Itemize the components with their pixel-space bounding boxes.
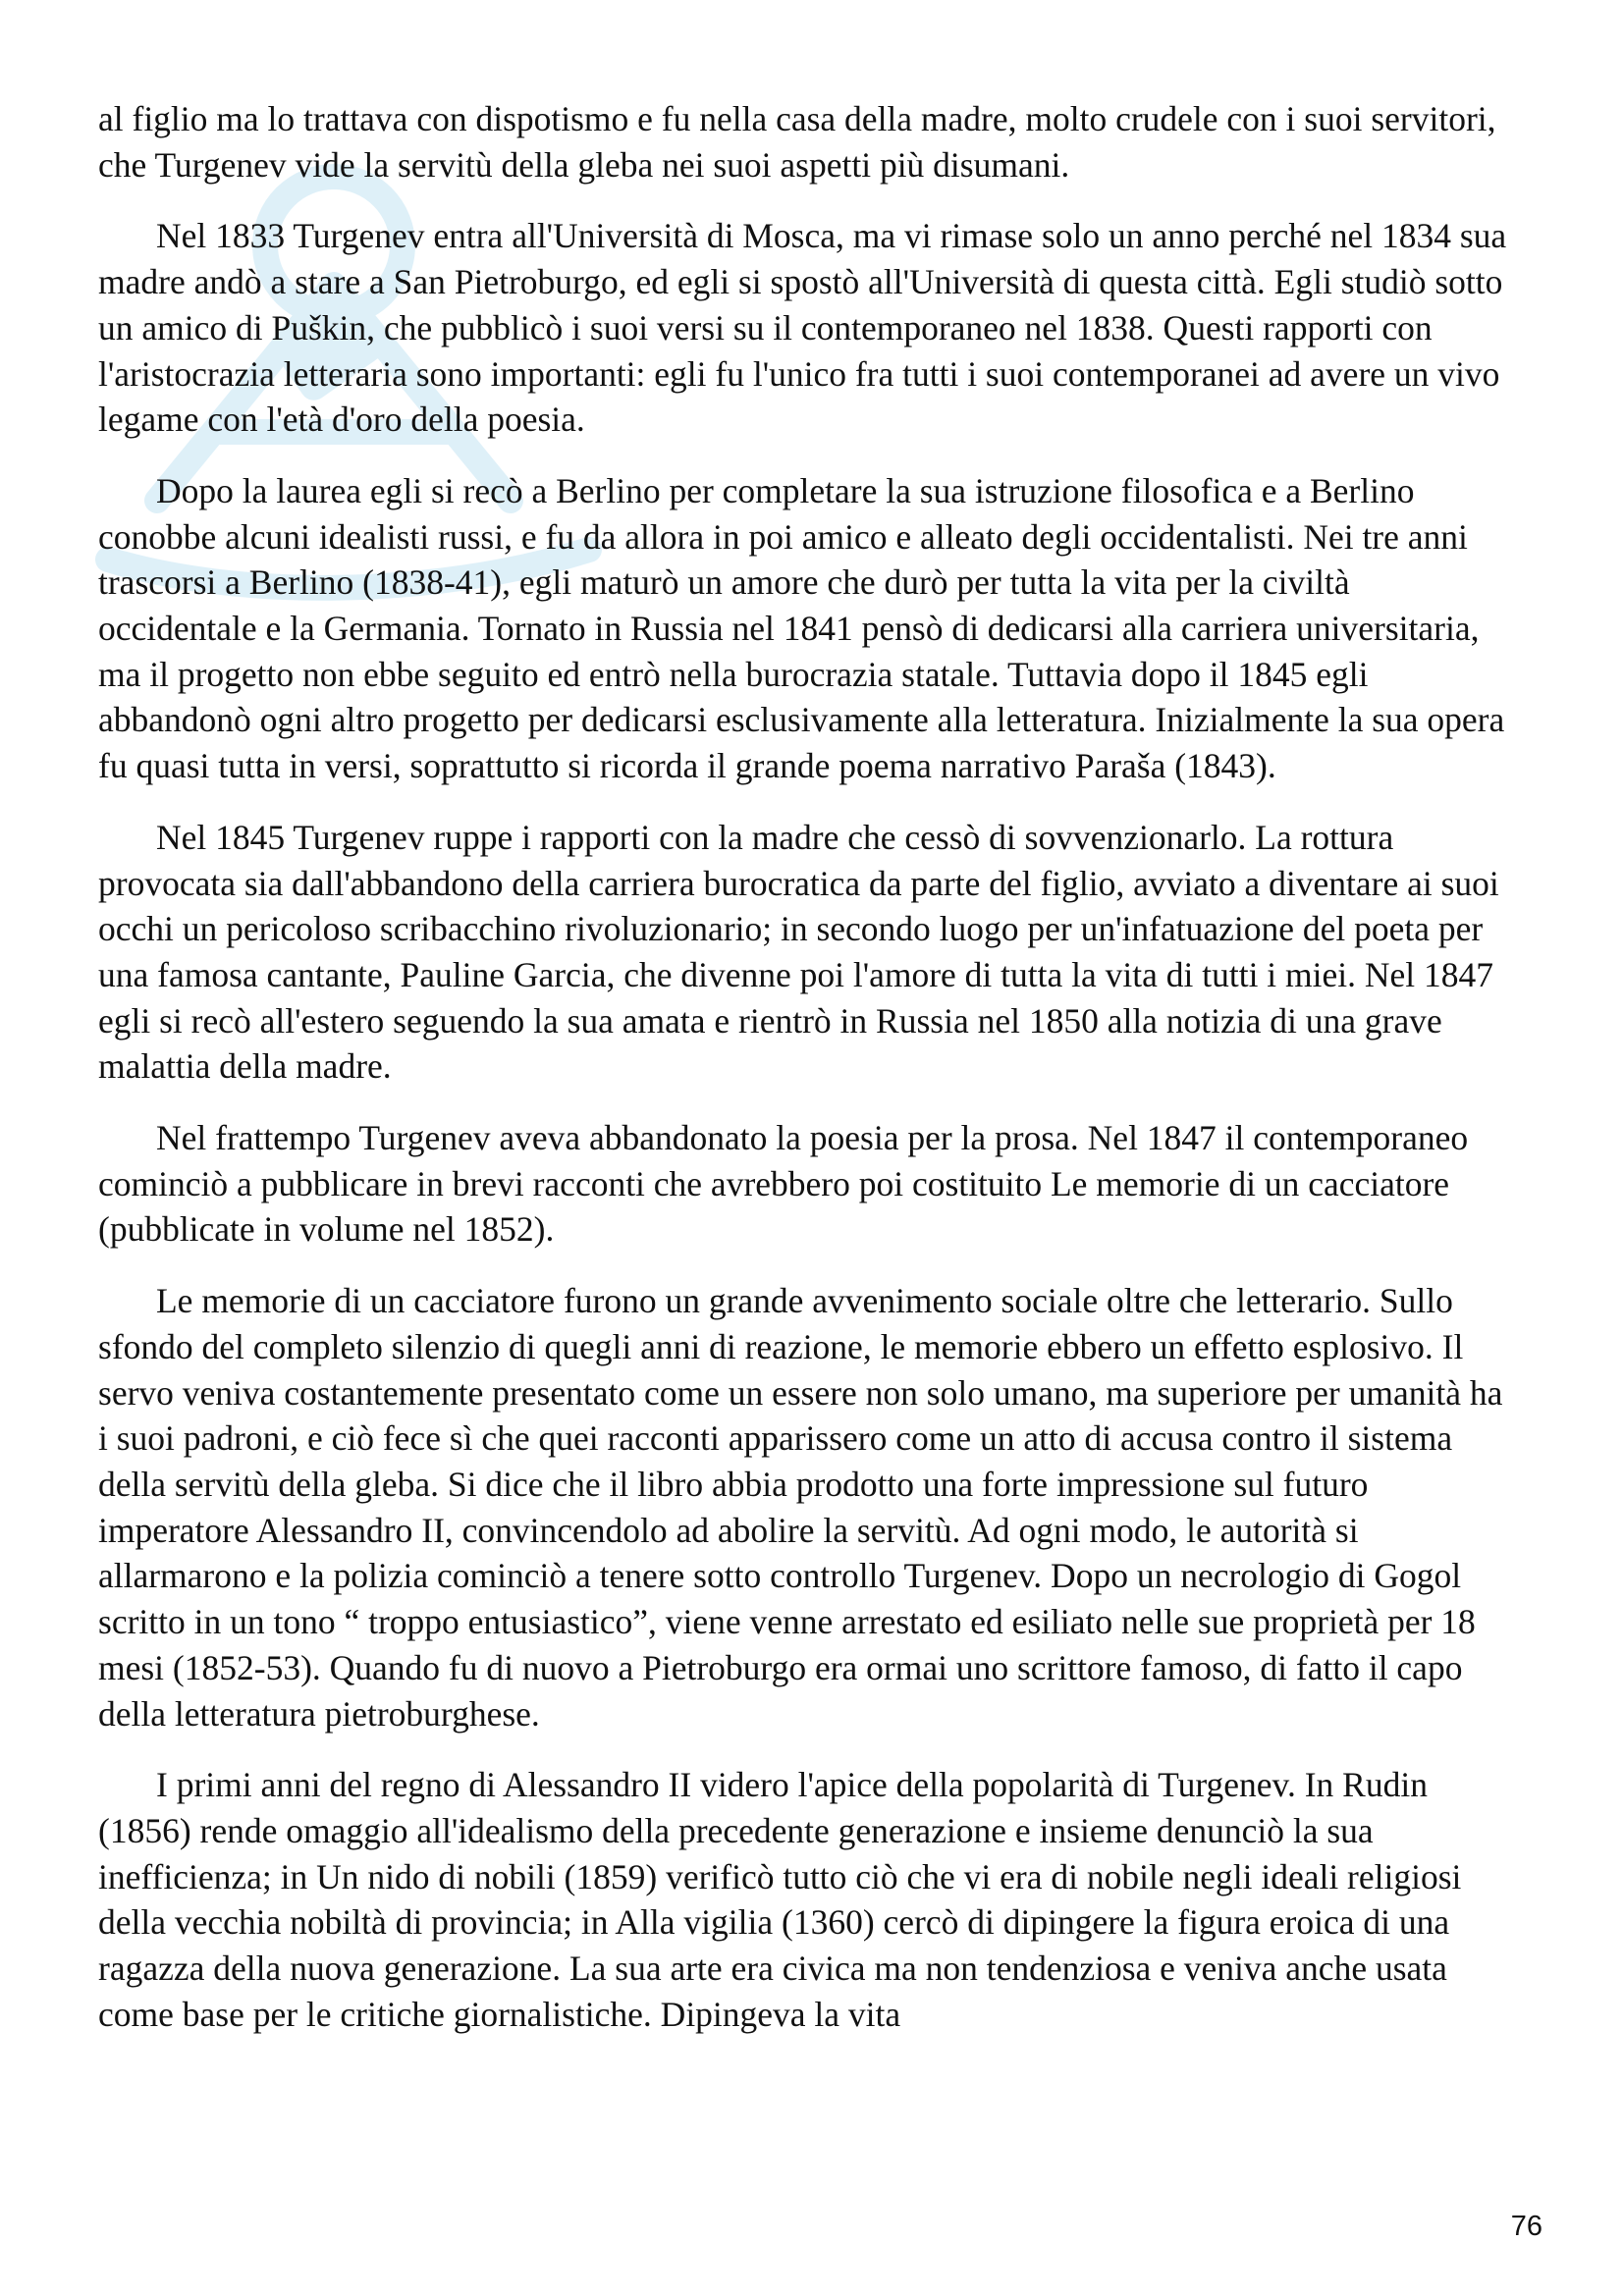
document-body	[98, 96, 1512, 2062]
paragraph-1: al figlio ma lo trattava con dispotismo e fu nella casa della madre, molto crudele con i suoi servitori, che Turgenev vide la servitù della gleba nei suoi aspetti più disumani.	[98, 99, 1496, 185]
paragraph-4: Nel 1845 Turgenev ruppe i rapporti con la madre che cessò di sovvenzionarlo. La rottura provocata sia dall'abbandono della carriera burocratica da parte del figlio, avviato a diventare ai suoi occhi un pericoloso scribacchino rivoluzionario; in secondo luogo per un'infatuazione del poeta per una famosa cantante, Pauline Garcia, che divenne poi l'amore di tutta la vita di tutti i miei. Nel 1847 egli si recò all'estero seguendo la sua amata e rientrò in Russia nel 1850 alla notizia di una grave malattia della madre.	[98, 817, 1499, 1087]
paragraph-6: Le memorie di un cacciatore furono un grande avvenimento sociale oltre che letterario. Sullo sfondo del completo silenzio di quegli anni di reazione, le memorie ebbero un effetto esplosivo. Il servo veniva costantemente presentato come un essere non solo umano, ma superiore per umanità ha i suoi padroni, e ciò fece sì che quei racconti apparissero come un atto di accusa contro il sistema della servitù della gleba. Si dice che il libro abbia prodotto una forte impressione sul futuro imperatore Alessandro II, convincendolo ad abolire la servitù. Ad ogni modo, le autorità si allarmarono e la polizia cominciò a tenere sotto controllo Turgenev. Dopo un necrologio di Gogol scritto in un tono “ troppo entusiastico”, viene venne arrestato ed esiliato nelle sue proprietà per 18 mesi (1852-53). Quando fu di nuovo a Pietroburgo era ormai uno scrittore famoso, di fatto il capo della letteratura pietroburghese.	[98, 1281, 1503, 1734]
paragraph-2: Nel 1833 Turgenev entra all'Università di Mosca, ma vi rimase solo un anno perché nel 1834 sua madre andò a stare a San Pietroburgo, ed egli si spostò all'Università di questa città. Egli studiò sotto un amico di Puškin, che pubblicò i suoi versi su il contemporaneo nel 1838. Questi rapporti con l'aristocrazia letteraria sono importanti: egli fu l'unico fra tutti i suoi contemporanei ad avere un vivo legame con l'età d'oro della poesia.	[98, 216, 1507, 440]
page-number: 76	[1510, 2211, 1542, 2242]
paragraph-3: Dopo la laurea egli si recò a Berlino per completare la sua istruzione filosofica e a Berlino conobbe alcuni idealisti russi, e fu da allora in poi amico e alleato degli occidentalisti. Nei tre anni trascorsi a Berlino (1838-41), egli maturò un amore che durò per tutta la vita per la civiltà occidentale e la Germania. Tornato in Russia nel 1841 pensò di dedicarsi alla carriera universitaria, ma il progetto non ebbe seguito ed entrò nella burocrazia statale. Tuttavia dopo il 1845 egli abbandonò ogni altro progetto per dedicarsi esclusivamente alla letteratura. Inizialmente la sua opera fu quasi tutta in versi, soprattutto si ricorda il grande poema narrativo Paraša (1843).	[98, 470, 1505, 786]
paragraph-7: I primi anni del regno di Alessandro II videro l'apice della popolarità di Turgenev. In Rudin (1856) rende omaggio all'idealismo della precedente generazione e insieme denunciò la sua inefficienza; in Un nido di nobili (1859) verificò tutto ciò che vi era di nobile negli ideali religiosi della vecchia nobiltà di provincia; in Alla vigilia (1360) cercò di dipingere la figura eroica di una ragazza della nuova generazione. La sua arte era civica ma non tendenziosa e veniva anche usata come base per le critiche giornalistiche. Dipingeva la vita	[98, 1765, 1462, 2034]
paragraph-5: Nel frattempo Turgenev aveva abbandonato la poesia per la prosa. Nel 1847 il contemporaneo cominciò a pubblicare in brevi racconti che avrebbero poi costituito Le memorie di un cacciatore (pubblicate in volume nel 1852).	[98, 1118, 1469, 1250]
